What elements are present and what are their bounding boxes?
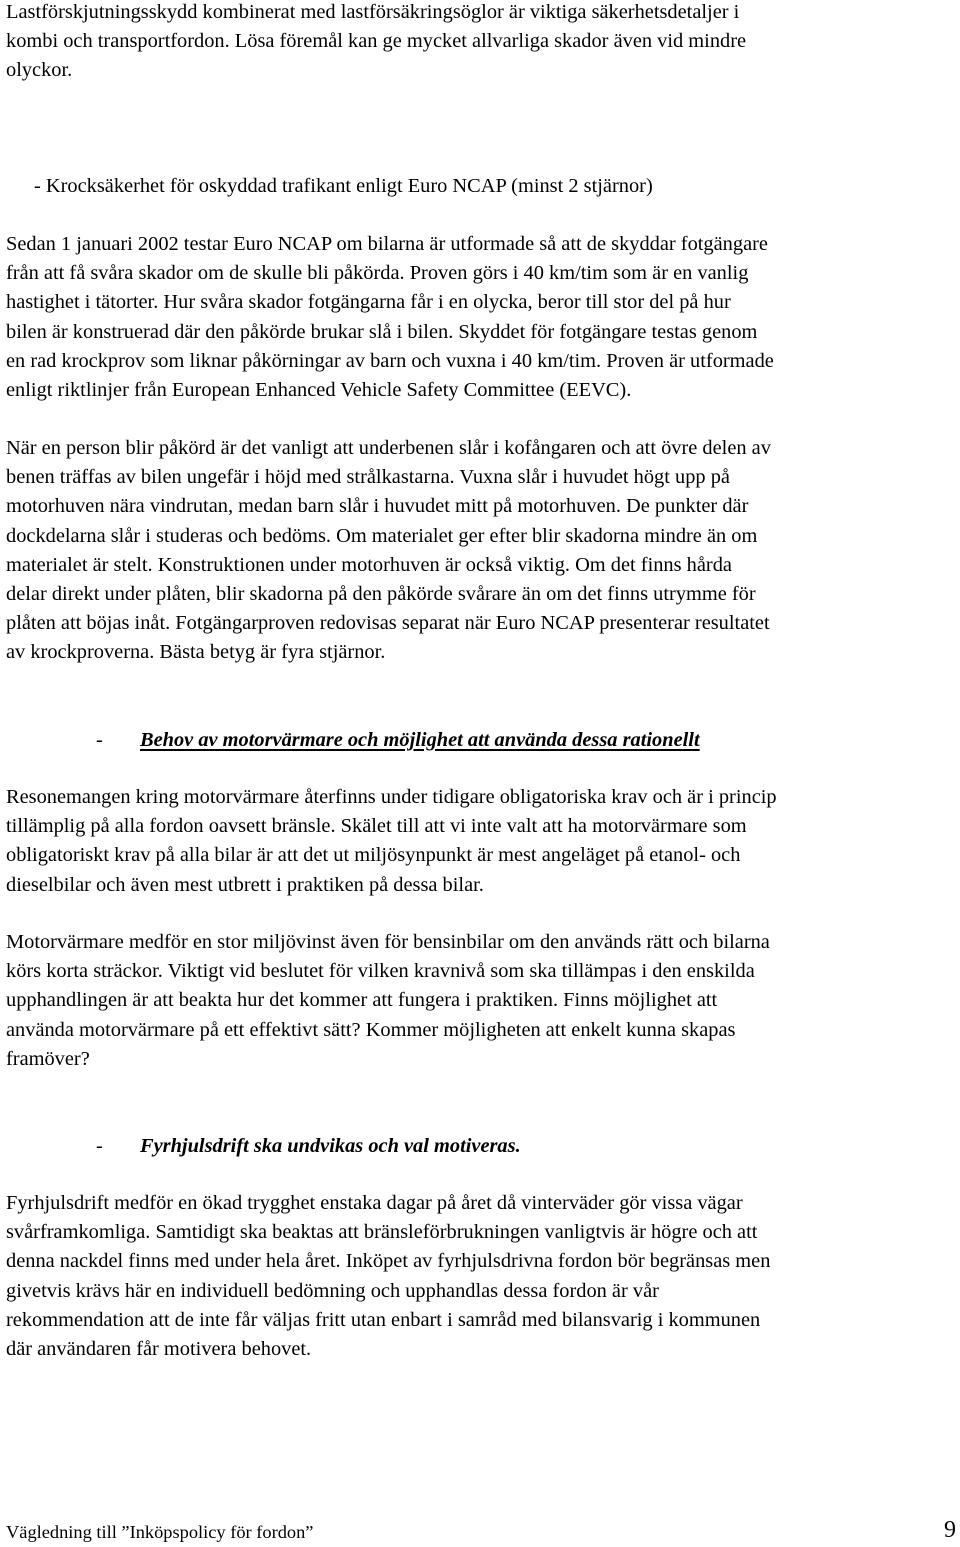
text-line: framöver? (6, 1047, 90, 1070)
text-line: motorhuven nära vindrutan, medan barn slår i huvudet mitt på motorhuven. De punkter där (6, 495, 749, 518)
page-number: 9 (944, 1517, 956, 1543)
text-line: rekommendation att de inte får väljas fritt utan enbart i samråd med bilansvarig i kommunen (6, 1308, 761, 1331)
text-line: plåten att böjas inåt. Fotgängarproven redovisas separat när Euro NCAP presenterar resultatet (6, 612, 770, 635)
section-bullet-pedestrian-safety: - Krocksäkerhet för oskyddad trafikant enligt Euro NCAP (minst 2 stjärnor) (34, 175, 653, 197)
text-line: Resonemangen kring motorvärmare återfinns under tidigare obligatoriska krav och är i princip (6, 786, 777, 808)
text-line: Motorvärmare medför en stor miljövinst även för bensinbilar om den används rätt och bilarna (6, 931, 770, 953)
text-line: upphandlingen är att beakta hur det kommer att fungera i praktiken. Finns möjlighet att (6, 989, 718, 1012)
heading-text: Behov av motorvärmare och möjlighet att använda dessa rationellt (140, 729, 700, 751)
engine-heater-paragraph-1 (6, 783, 960, 900)
engine-heater-paragraph-2 (6, 928, 960, 1074)
text-line: denna nackdel finns med under hela året. Inköpet av fyrhjulsdrivna fordon bör begränsas men (6, 1250, 771, 1273)
text-line: kombi och transportfordon. Lösa föremål kan ge mycket allvarliga skador även vid mindre (6, 30, 747, 53)
heading-dash: - (96, 1135, 103, 1157)
text-line: Fyrhjulsdrift medför en ökad trygghet enstaka dagar på året då vinterväder gör vissa vägar (6, 1192, 743, 1214)
text-line: använda motorvärmare på ett effektivt sätt? Kommer möjligheten att enkelt kunna skapas (6, 1018, 736, 1041)
text-line: Lastförskjutningsskydd kombinerat med lastförsäkringsöglor är viktiga säkerhetsdetaljer i (6, 1, 740, 23)
heading-four-wheel-drive (96, 1132, 521, 1161)
text-line: obligatoriskt krav på alla bilar är att det ut miljösynpunkt är mest angeläget på etanol- och (6, 844, 741, 867)
text-line: dieselbilar och även mest utbrett i praktiken på dessa bilar. (6, 873, 484, 896)
impact-description-paragraph (6, 434, 960, 668)
text-line: givetvis krävs här en individuell bedömning och upphandlas dessa fordon är vår (6, 1279, 659, 1302)
heading-dash: - (96, 729, 103, 751)
text-line: När en person blir påkörd är det vanligt att underbenen slår i kofångaren och att övre delen av (6, 437, 771, 459)
text-line: där användaren får motivera behovet. (6, 1338, 312, 1361)
text-line: bilen är konstruerad där den påkörde brukar slå i bilen. Skyddet för fotgängare testas genom (6, 320, 758, 343)
text-line: från att få svåra skador om de skulle bli påkörda. Proven görs i 40 km/tim som är en vanlig (6, 262, 749, 285)
heading-engine-heater (96, 726, 700, 755)
text-line: svårframkomliga. Samtidigt ska beaktas att bränsleförbrukningen vanligtvis är högre och att (6, 1221, 758, 1244)
text-line: en rad krockprov som liknar påkörningar av barn och vuxna i 40 km/tim. Proven är utformade (6, 349, 774, 372)
text-line: enligt riktlinjer från European Enhanced Vehicle Safety Committee (EEVC). (6, 379, 632, 402)
text-line: tillämplig på alla fordon oavsett bränsle. Skälet till att vi inte valt att ha motorvärmare som (6, 815, 747, 838)
intro-paragraph (6, 0, 960, 86)
text-line: Sedan 1 januari 2002 testar Euro NCAP om bilarna är utformade så att de skyddar fotgängare (6, 233, 768, 255)
text-line: delar direkt under plåten, blir skadorna på den påkörde svårare än om det finns utrymme för (6, 583, 756, 606)
text-line: av krockproverna. Bästa betyg är fyra stjärnor. (6, 641, 386, 664)
heading-text: Fyrhjulsdrift ska undvikas och val motiveras. (140, 1135, 521, 1157)
text-line: hastighet i tätorter. Hur svåra skador fotgängarna får i en olycka, beror till stor del på hur (6, 291, 731, 314)
pedestrian-test-paragraph (6, 230, 960, 405)
text-line: materialet är stelt. Konstruktionen under motorhuven är också viktig. Om det finns hårda (6, 553, 732, 576)
text-line: dockdelarna slår i studeras och bedöms. Om materialet ger efter blir skadorna mindre än om (6, 524, 758, 547)
text-line: olyckor. (6, 59, 73, 82)
text-line: benen träffas av bilen ungefär i höjd med strålkastarna. Vuxna slår i huvudet högt upp på (6, 466, 730, 489)
footer-title: Vägledning till ”Inköpspolicy för fordon” (6, 1522, 314, 1542)
text-line: körs korta sträckor. Viktigt vid beslutet för vilken kravnivå som ska tillämpas i den enskilda (6, 960, 755, 983)
four-wheel-drive-paragraph (6, 1189, 960, 1364)
